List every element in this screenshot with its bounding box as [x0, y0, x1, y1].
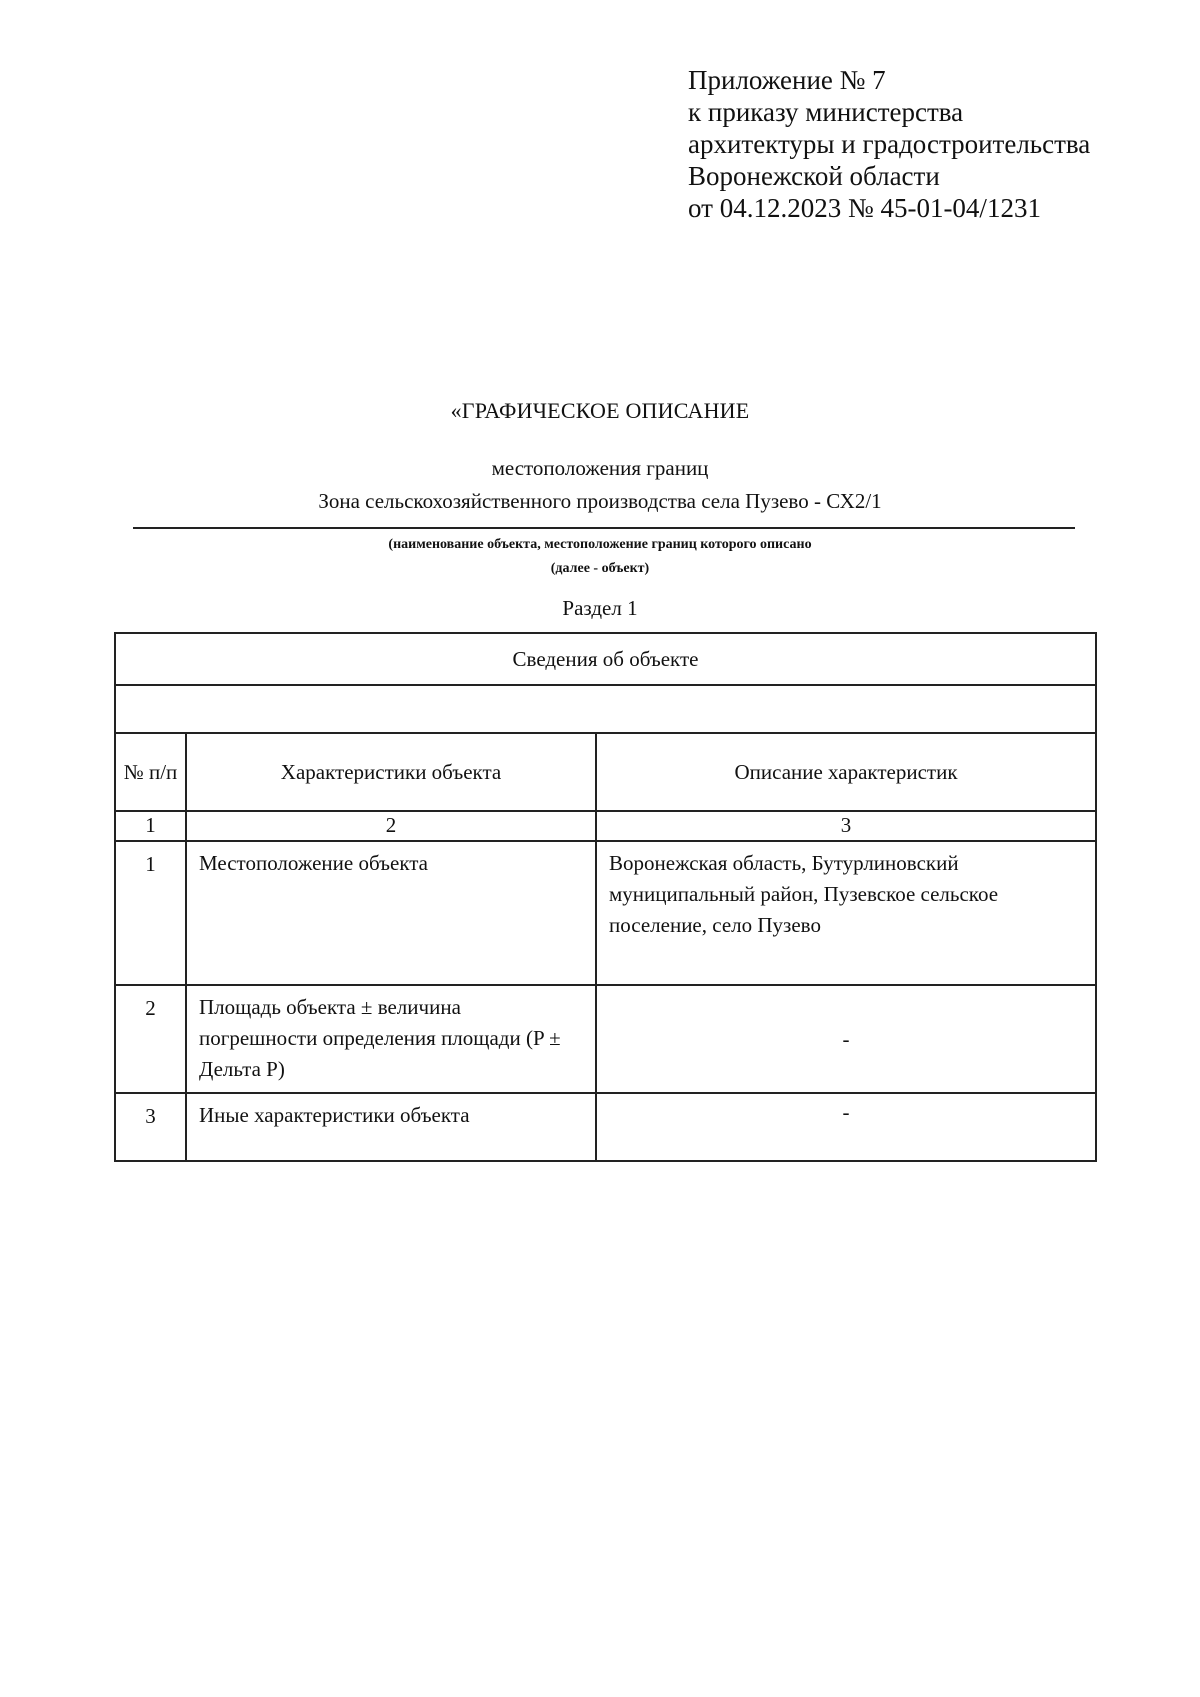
row-description: - [596, 985, 1096, 1093]
table-header-row [115, 733, 1096, 811]
row-characteristic: Иные характеристики объекта [186, 1093, 596, 1161]
row-number: 2 [115, 985, 186, 1093]
object-name-underline [133, 527, 1075, 529]
note-line-2: (далее - объект) [550, 561, 650, 576]
header-description: Описание характеристик [596, 733, 1096, 811]
appendix-region: Воронежской области [688, 161, 940, 191]
appendix-ministry: архитектуры и градостроительства [688, 129, 1091, 159]
document-title: «ГРАФИЧЕСКОЕ ОПИСАНИЕ [450, 398, 750, 423]
document-subtitle [0, 452, 1200, 518]
row-description: - [596, 1093, 1096, 1161]
row-characteristic: Местоположение объекта [186, 841, 596, 985]
header-number: № п/п [115, 733, 186, 811]
column-index: 3 [596, 811, 1096, 841]
appendix-date-number: от 04.12.2023 № 45-01-04/1231 [688, 193, 1041, 223]
table-caption: Сведения об объекте [115, 633, 1096, 685]
object-name-note [0, 533, 1200, 581]
row-number: 3 [115, 1093, 186, 1161]
appendix-order-line: к приказу министерства [688, 97, 964, 127]
row-description: Воронежская область, Бутурлиновский муниципальный район, Пузевское сельское поселение, село Пузево [596, 841, 1096, 985]
row-number: 1 [115, 841, 186, 985]
table-column-index-row [115, 811, 1096, 841]
appendix-number: Приложение № 7 [688, 65, 886, 95]
table-row [115, 985, 1096, 1093]
column-index: 2 [186, 811, 596, 841]
object-name: Зона сельскохозяйственного производства села Пузево - СХ2/1 [318, 489, 882, 513]
note-line-1: (наименование объекта, местоположение границ которого описано [388, 537, 812, 552]
appendix-reference [688, 64, 1090, 224]
column-index: 1 [115, 811, 186, 841]
table-row [115, 841, 1096, 985]
table-row [115, 1093, 1096, 1161]
section-title: Раздел 1 [562, 596, 638, 620]
header-characteristic: Характеристики объекта [186, 733, 596, 811]
table-empty-row [115, 685, 1096, 733]
subtitle-line-1: местоположения границ [491, 456, 709, 480]
object-info-table [114, 632, 1097, 1162]
row-characteristic: Площадь объекта ± величина погрешности определения площади (P ± Дельта P) [186, 985, 596, 1093]
